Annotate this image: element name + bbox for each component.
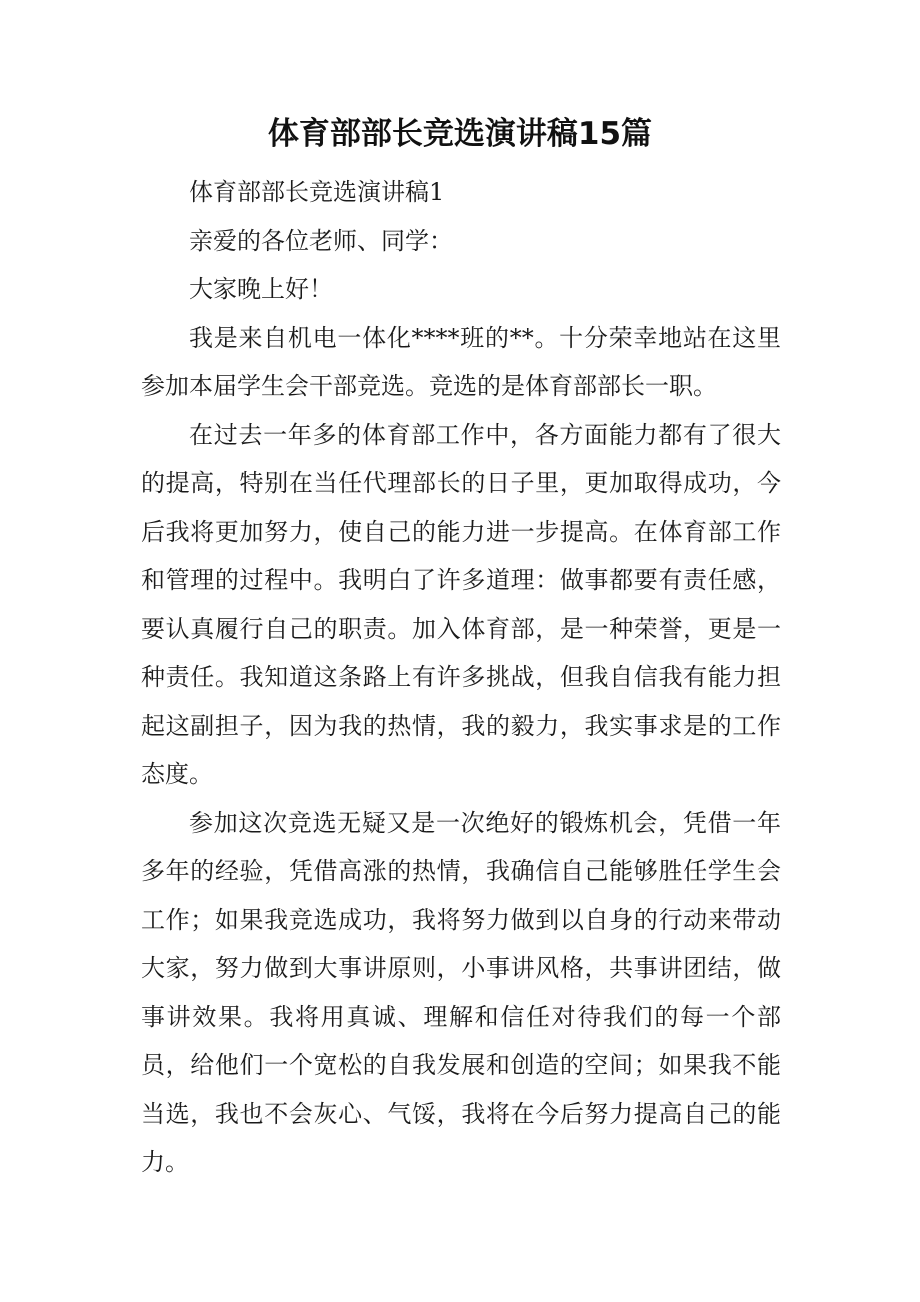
document-title: 体育部部长竞选演讲稿15篇	[267, 116, 653, 152]
document-body	[141, 168, 781, 1187]
greeting: 大家晚上好！	[189, 275, 333, 303]
paragraph-experience: 在过去一年多的体育部工作中，各方面能力都有了很大的提高，特别在当任代理部长的日子里，更加取得成功，今后我将更加努力，使自己的能力进一步提高。在体育部工作和管理的过程中。我明白了许多道理：做事都要有责任感，要认真履行自己的职责。加入体育部，是一种荣誉，更是一种责任。我知道这条路上有许多挑战，但我自信我有能力担起这副担子，因为我的热情，我的毅力，我实事求是的工作态度。	[141, 420, 781, 788]
salutation: 亲爱的各位老师、同学：	[189, 226, 453, 255]
section-heading: 体育部部长竞选演讲稿1	[189, 178, 445, 206]
paragraph-introduction: 我是来自机电一体化****班的**。十分荣幸地站在这里参加本届学生会干部竞选。竞选的是体育部部长一职。	[141, 323, 781, 400]
paragraph-commitment: 参加这次竞选无疑又是一次绝好的锻炼机会，凭借一年多年的经验，凭借高涨的热情，我确信自己能够胜任学生会工作；如果我竞选成功，我将努力做到以自身的行动来带动大家，努力做到大事讲原则，小事讲风格，共事讲团结，做事讲效果。我将用真诚、理解和信任对待我们的每一个部员，给他们一个宽松的自我发展和创造的空间；如果我不能当选，我也不会灰心、气馁，我将在今后努力提高自己的能力。	[141, 808, 781, 1176]
